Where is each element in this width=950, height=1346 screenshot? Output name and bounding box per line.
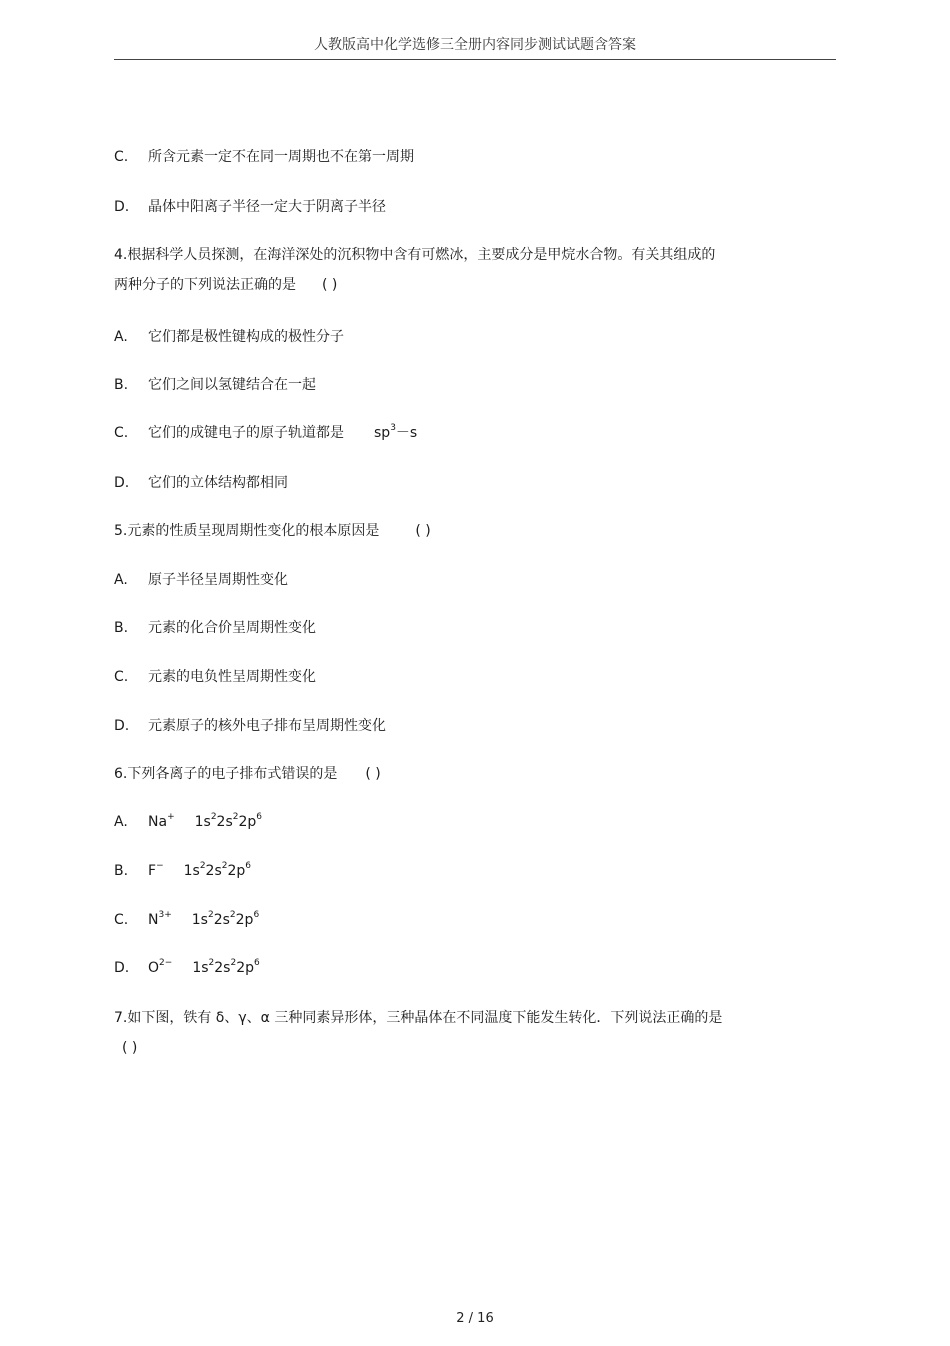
option-text: 元素的化合价呈周期性变化	[148, 620, 316, 636]
option-letter: B.	[114, 863, 129, 879]
orbital-formula	[374, 425, 417, 441]
q5-stem	[114, 521, 431, 541]
option-text: 它们的成键电子的原子轨道都是	[148, 425, 344, 441]
q4-stem-line1: 4.根据科学人员探测，在海洋深处的沉积物中含有可燃冰，主要成分是甲烷水合物。有关其组成的	[114, 247, 716, 263]
option-text: 它们之间以氢键结合在一起	[148, 377, 316, 393]
option-letter: C.	[114, 912, 129, 928]
q4-option-c	[114, 423, 417, 443]
electron-configuration: $1s^22s^22p^6$	[191, 910, 260, 928]
option-letter: C.	[114, 669, 129, 685]
option-letter: A.	[114, 572, 128, 588]
ion-symbol: F	[148, 863, 157, 879]
q3-option-d	[114, 197, 386, 217]
option-text: 元素的电负性呈周期性变化	[148, 669, 316, 685]
option-letter: B.	[114, 620, 129, 636]
answer-blank: ( )	[322, 277, 338, 293]
formula-tail: －s	[395, 425, 418, 441]
option-letter: B.	[114, 377, 129, 393]
q6-option-a	[114, 812, 262, 832]
ion-symbol: Na	[148, 814, 168, 830]
ion-charge: 2−	[159, 958, 173, 968]
option-text: 它们的立体结构都相同	[148, 475, 288, 491]
option-text: 原子半径呈周期性变化	[148, 572, 288, 588]
q5-option-c	[114, 667, 316, 687]
q6-stem-text: 6.下列各离子的电子排布式错误的是	[114, 766, 338, 782]
electron-configuration: $1s^22s^22p^6$	[183, 861, 252, 879]
q5-option-b	[114, 618, 316, 638]
q4-option-a	[114, 327, 344, 347]
option-letter: D.	[114, 199, 130, 215]
option-letter: A.	[114, 814, 128, 830]
option-letter: C.	[114, 149, 129, 165]
formula-superscript: 3	[390, 423, 396, 433]
option-text: 元素原子的核外电子排布呈周期性变化	[148, 718, 386, 734]
answer-blank: ( )	[365, 766, 381, 782]
q6-stem	[114, 764, 381, 784]
electron-configuration: $1s^22s^22p^6$	[194, 812, 263, 830]
ion-charge: −	[156, 861, 164, 871]
q5-option-d	[114, 716, 386, 736]
header-divider	[114, 59, 836, 60]
q5-option-a	[114, 570, 288, 590]
electron-configuration: $1s^22s^22p^6$	[192, 958, 260, 976]
page-header-title: 人教版高中化学选修三全册内容同步测试试题含答案	[314, 37, 636, 53]
page-number: 2 / 16	[456, 1311, 494, 1326]
q7-stem-line1: 7.如下图，铁有 δ、γ、α 三种同素异形体，三种晶体在不同温度下能发生转化．下列说法正确的是	[114, 1010, 723, 1026]
q4-option-d	[114, 473, 288, 493]
option-letter: D.	[114, 475, 130, 491]
option-letter: C.	[114, 425, 129, 441]
ion-charge: +	[167, 812, 175, 822]
option-letter: D.	[114, 960, 130, 976]
q4-stem-line2	[114, 275, 337, 295]
ion-charge: 3+	[158, 910, 172, 920]
formula-base: sp	[374, 425, 391, 441]
q6-option-b	[114, 861, 251, 881]
answer-blank: ( )	[415, 523, 431, 539]
q4-option-b	[114, 375, 316, 395]
option-text: 它们都是极性键构成的极性分子	[148, 329, 344, 345]
option-letter: D.	[114, 718, 130, 734]
ion-symbol: N	[148, 912, 159, 928]
option-letter: A.	[114, 329, 128, 345]
q5-stem-text: 5.元素的性质呈现周期性变化的根本原因是	[114, 523, 380, 539]
q4-stem-text: 两种分子的下列说法正确的是	[114, 277, 296, 293]
q6-option-d	[114, 958, 260, 978]
option-text: 所含元素一定不在同一周期也不在第一周期	[148, 149, 414, 165]
q3-option-c	[114, 147, 414, 167]
option-text: 晶体中阳离子半径一定大于阴离子半径	[148, 199, 386, 215]
q7-answer-blank: ( )	[122, 1040, 138, 1056]
ion-symbol: O	[148, 960, 160, 976]
q6-option-c	[114, 910, 259, 930]
